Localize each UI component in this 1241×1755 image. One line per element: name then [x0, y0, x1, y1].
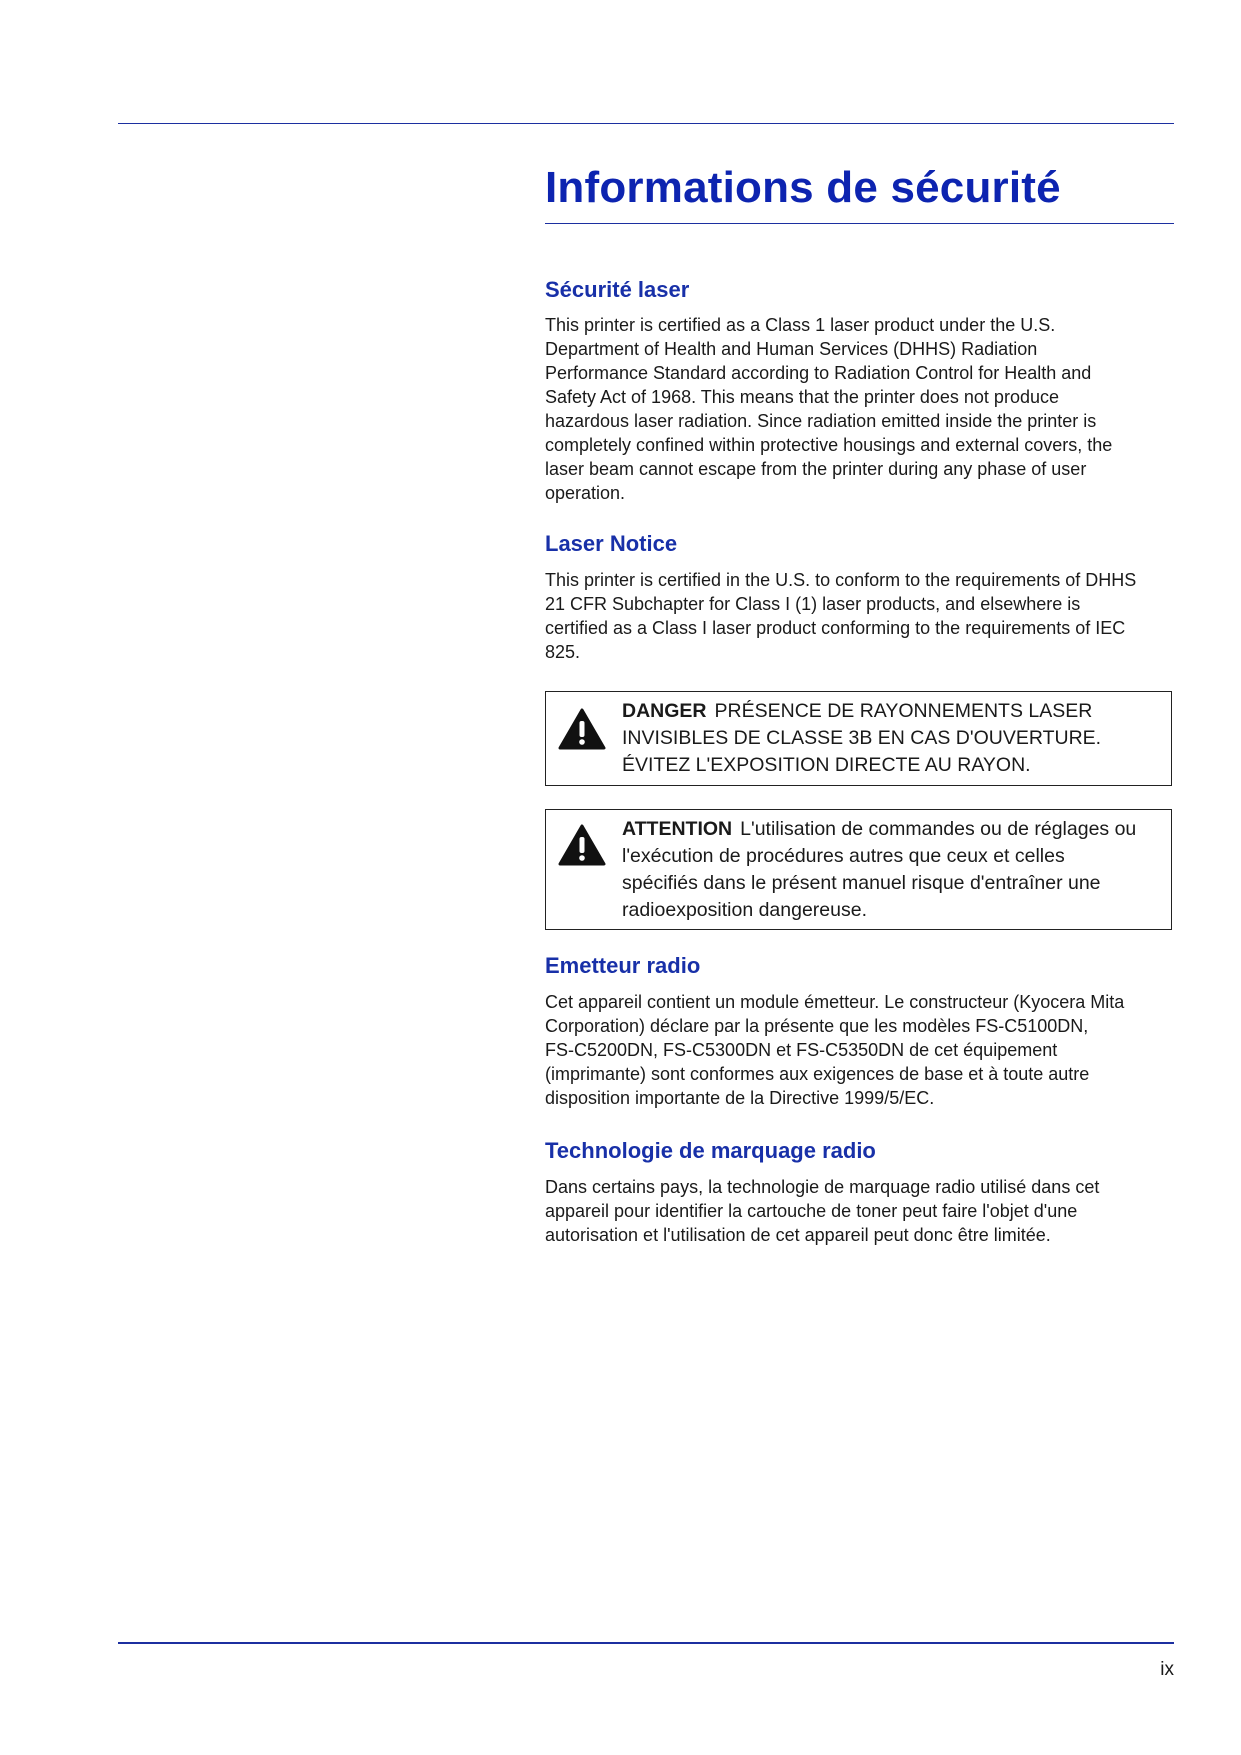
footer-rule	[118, 1642, 1174, 1644]
section-heading: Sécurité laser	[545, 277, 690, 302]
notice-line: l'exécution de procédures autres que ceux et celles	[622, 845, 1065, 867]
page-number: ix	[1160, 1659, 1174, 1680]
danger-notice-text	[622, 698, 1163, 779]
body-line: completely confined within protective housings and external covers, the	[545, 435, 1113, 455]
body-line: disposition importante de la Directive 1999/5/EC.	[545, 1088, 935, 1108]
body-line: appareil pour identifier la cartouche de toner peut faire l'objet d'une	[545, 1201, 1078, 1221]
section-body	[545, 313, 1112, 505]
page-title: Informations de sécurité	[545, 163, 1061, 212]
section-body	[545, 1175, 1099, 1247]
body-line: Performance Standard according to Radiation Control for Health and	[545, 363, 1092, 383]
body-line: certified as a Class I laser product conforming to the requirements of IEC	[545, 618, 1126, 638]
body-line: (imprimante) sont conformes aux exigences de base et à toute autre	[545, 1064, 1090, 1084]
body-line: Cet appareil contient un module émetteur. Le constructeur (Kyocera Mita	[545, 992, 1125, 1012]
section-heading: Technologie de marquage radio	[545, 1138, 876, 1163]
attention-notice-text	[622, 816, 1163, 924]
body-line: This printer is certified as a Class 1 laser product under the U.S.	[545, 315, 1056, 335]
title-underline	[545, 223, 1174, 224]
section-radio-tag-technology	[545, 1137, 1099, 1247]
section-heading: Laser Notice	[545, 531, 678, 556]
section-laser-notice	[545, 530, 1136, 664]
warning-triangle-icon	[558, 824, 606, 866]
body-line: Safety Act of 1968. This means that the printer does not produce	[545, 387, 1059, 407]
notice-line: radioexposition dangereuse.	[622, 899, 868, 921]
body-line: 21 CFR Subchapter for Class I (1) laser products, and elsewhere is	[545, 594, 1081, 614]
section-radio-transmitter	[545, 952, 1124, 1110]
notice-line: ÉVITEZ L'EXPOSITION DIRECTE AU RAYON.	[622, 754, 1031, 776]
section-laser-safety	[545, 276, 1112, 505]
body-line: Department of Health and Human Services (DHHS) Radiation	[545, 339, 1038, 359]
body-line: FS-C5200DN, FS-C5300DN et FS-C5350DN de cet équipement	[545, 1040, 1058, 1060]
attention-label: ATTENTION	[622, 818, 733, 840]
section-body	[545, 568, 1136, 664]
body-line: hazardous laser radiation. Since radiation emitted inside the printer is	[545, 411, 1097, 431]
section-heading: Emetteur radio	[545, 953, 701, 978]
notice-line: L'utilisation de commandes ou de réglages ou	[740, 818, 1137, 840]
body-line: Dans certains pays, la technologie de marquage radio utilisé dans cet	[545, 1177, 1100, 1197]
danger-notice-box	[545, 691, 1172, 786]
section-body	[545, 990, 1124, 1110]
body-line: Corporation) déclare par la présente que les modèles FS-C5100DN,	[545, 1016, 1089, 1036]
body-line: 825.	[545, 642, 581, 662]
notice-line: INVISIBLES DE CLASSE 3B EN CAS D'OUVERTURE.	[622, 727, 1102, 749]
body-line: This printer is certified in the U.S. to conform to the requirements of DHHS	[545, 570, 1137, 590]
header-rule	[118, 123, 1174, 124]
body-line: laser beam cannot escape from the printer during any phase of user	[545, 459, 1087, 479]
danger-label: DANGER	[622, 700, 707, 722]
notice-line: PRÉSENCE DE RAYONNEMENTS LASER	[714, 700, 1093, 722]
notice-line: spécifiés dans le présent manuel risque d'entraîner une	[622, 872, 1101, 894]
page-content	[545, 160, 1175, 1245]
attention-notice-box	[545, 809, 1172, 930]
warning-triangle-icon	[558, 708, 606, 750]
body-line: operation.	[545, 483, 626, 503]
body-line: autorisation et l'utilisation de cet appareil peut donc être limitée.	[545, 1225, 1051, 1245]
